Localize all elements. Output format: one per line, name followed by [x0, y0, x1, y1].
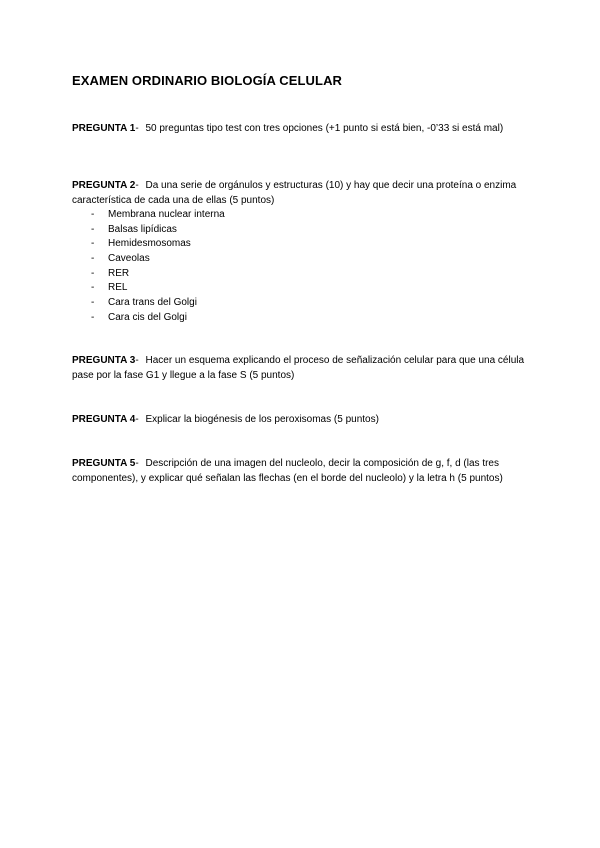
list-item — [72, 208, 540, 223]
list-bullet: - — [91, 297, 95, 309]
question-2 — [72, 179, 540, 326]
list-item — [72, 252, 540, 267]
list-item-text: REL — [108, 282, 128, 294]
question-4-label: PREGUNTA 4 — [72, 414, 136, 425]
list-item — [72, 281, 540, 296]
question-5-label: PREGUNTA 5 — [72, 458, 136, 469]
list-item-text: Balsas lipídicas — [108, 223, 177, 235]
question-2-item-list — [72, 208, 540, 326]
question-2-text: Da una serie de orgánulos y estructuras (10) y hay que decir una proteína o enzima característica de cada una de ellas (5 puntos) — [72, 180, 517, 206]
list-item-text: RER — [108, 267, 130, 279]
question-1 — [72, 122, 540, 137]
question-5-separator: - — [135, 458, 139, 469]
question-1-label: PREGUNTA 1 — [72, 123, 136, 134]
list-item — [72, 267, 540, 282]
list-bullet: - — [91, 311, 95, 323]
question-1-separator: - — [135, 123, 139, 134]
question-5 — [72, 457, 540, 486]
list-item-text: Cara cis del Golgi — [108, 311, 187, 323]
question-3-separator: - — [135, 355, 139, 366]
list-item-text: Cara trans del Golgi — [108, 297, 197, 309]
list-bullet: - — [91, 238, 95, 250]
list-bullet: - — [91, 253, 95, 265]
question-3 — [72, 354, 540, 383]
list-bullet: - — [91, 282, 95, 294]
exam-title: EXAMEN ORDINARIO BIOLOGÍA CELULAR — [72, 73, 343, 88]
question-2-separator: - — [135, 180, 139, 191]
list-bullet: - — [91, 209, 95, 220]
question-3-text: Hacer un esquema explicando el proceso de señalización celular para que una célula pase por la fase G1 y llegue a la fase S (5 puntos) — [72, 355, 525, 381]
list-item — [72, 311, 540, 326]
list-item-text: Membrana nuclear interna — [108, 209, 225, 220]
list-bullet: - — [91, 223, 95, 235]
list-item-text: Caveolas — [108, 253, 150, 265]
question-3-label: PREGUNTA 3 — [72, 355, 136, 366]
question-2-label: PREGUNTA 2 — [72, 180, 136, 191]
question-4-separator: - — [135, 414, 139, 425]
question-4 — [72, 413, 540, 428]
list-item — [72, 237, 540, 252]
question-4-text: Explicar la biogénesis de los peroxisomas (5 puntos) — [145, 414, 379, 425]
list-item — [72, 223, 540, 238]
list-item — [72, 296, 540, 311]
question-1-text: 50 preguntas tipo test con tres opciones (+1 punto si está bien, -0’33 si está mal) — [145, 123, 504, 134]
list-item-text: Hemidesmosomas — [108, 238, 191, 250]
question-5-text: Descripción de una imagen del nucleolo, decir la composición de g, f, d (las tres componentes), y explicar qué señalan las flechas (en el borde del nucleolo) y la letra h (5 puntos) — [72, 458, 503, 484]
list-bullet: - — [91, 267, 95, 279]
